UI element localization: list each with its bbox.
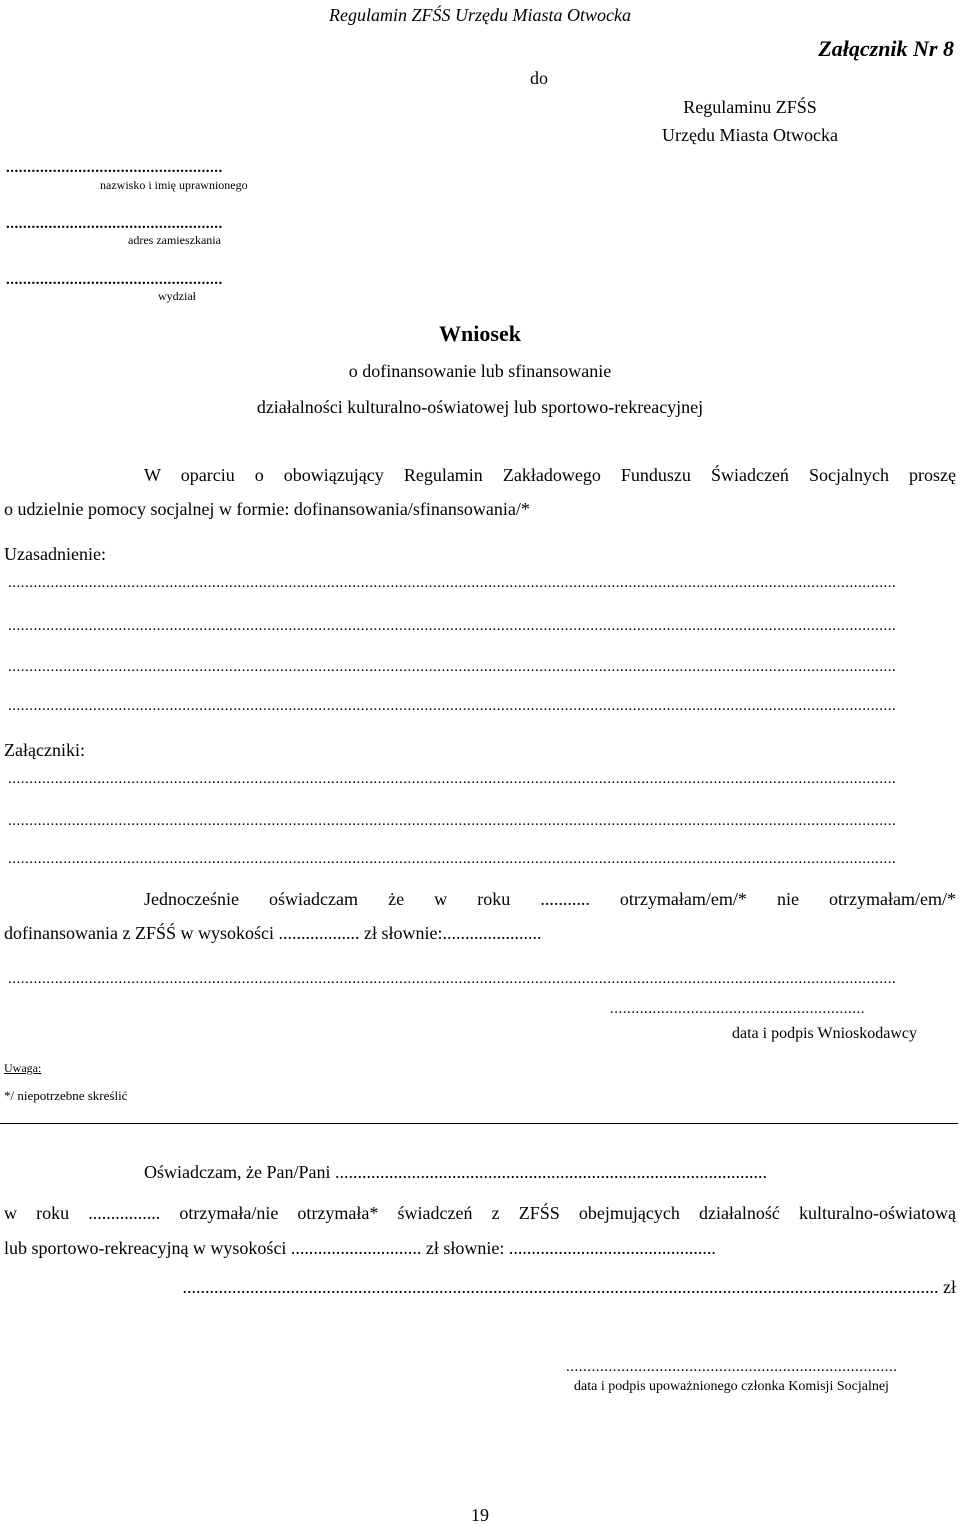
declaration-amount-words-line: ................................................................................................................................................................................................................. [8,971,897,987]
commission-line-2: w roku ................ otrzymała/nie otrzymała* świadczeń z ZFŚS obejmujących działalność kulturalno-oświatową [4,1203,956,1223]
section-divider [0,1123,958,1124]
applicant-department-label: wydział [158,289,196,303]
applicant-signature-label: data i podpis Wnioskodawcy [732,1025,918,1042]
to-label: do [530,68,548,88]
page-number: 19 [471,1505,489,1525]
applicant-signature-dots: ............................................................ [610,1001,865,1017]
attachment-number: Załącznik Nr 8 [818,36,954,61]
note-text: */ niepotrzebne skreślić [4,1088,128,1103]
note-label: Uwaga: [4,1061,42,1075]
form-subtitle-line-1: o dofinansowanie lub sfinansowanie [348,361,612,381]
justification-line: ................................................................................................................................................................................................................. [8,659,897,675]
attachments-line: ................................................................................................................................................................................................................. [8,771,897,787]
justification-label: Uzasadnienie: [4,544,106,564]
applicant-address-dots: ................................................... [6,216,223,232]
commission-line-1: Oświadczam, że Pan/Pani ................................................................................................ [144,1162,767,1182]
regulation-line-2: Urzędu Miasta Otwocka [662,125,838,145]
commission-line-3: lub sportowo-rekreacyjną w wysokości ............................. zł słownie: .............................................. [4,1238,716,1258]
attachments-label: Załączniki: [4,740,85,760]
declaration-line-1: Jednocześnie oświadczam że w roku ........... otrzymałam/em/* nie otrzymałam/em/* [144,889,956,909]
commission-signature-label: data i podpis upoważnionego członka Komisji Socjalnej [574,1379,889,1394]
regulation-line-1: Regulaminu ZFŚS [683,97,817,117]
form-title: Wniosek [439,321,521,346]
justification-line: ................................................................................................................................................................................................................. [8,618,897,634]
applicant-department-dots: ................................................... [6,272,223,288]
justification-line: ................................................................................................................................................................................................................. [8,698,897,714]
commission-signature-dots: .............................................................................. [566,1359,898,1375]
applicant-address-label: adres zamieszkania [128,233,221,247]
request-line-2: o udzielnie pomocy socjalnej w formie: dofinansowania/sfinansowania/* [4,499,530,519]
attachments-line: ................................................................................................................................................................................................................. [8,851,897,867]
request-line-1: W oparciu o obowiązujący Regulamin Zakładowego Funduszu Świadczeń Socjalnych proszę [144,465,956,485]
justification-line: ................................................................................................................................................................................................................. [8,575,897,591]
running-title: Regulamin ZFŚS Urzędu Miasta Otwocka [329,5,631,25]
form-subtitle-line-2: działalności kulturalno-oświatowej lub sportowo-rekreacyjnej [256,397,704,417]
applicant-name-dots: ................................................... [6,160,223,176]
declaration-line-2: dofinansowania z ZFŚŚ w wysokości .................. zł słownie:...................... [4,923,542,943]
applicant-name-label: nazwisko i imię uprawnionego [100,178,248,192]
commission-line-4: ........................................................................................................................................................................ zł [182,1277,956,1297]
attachments-line: ................................................................................................................................................................................................................. [8,813,897,829]
